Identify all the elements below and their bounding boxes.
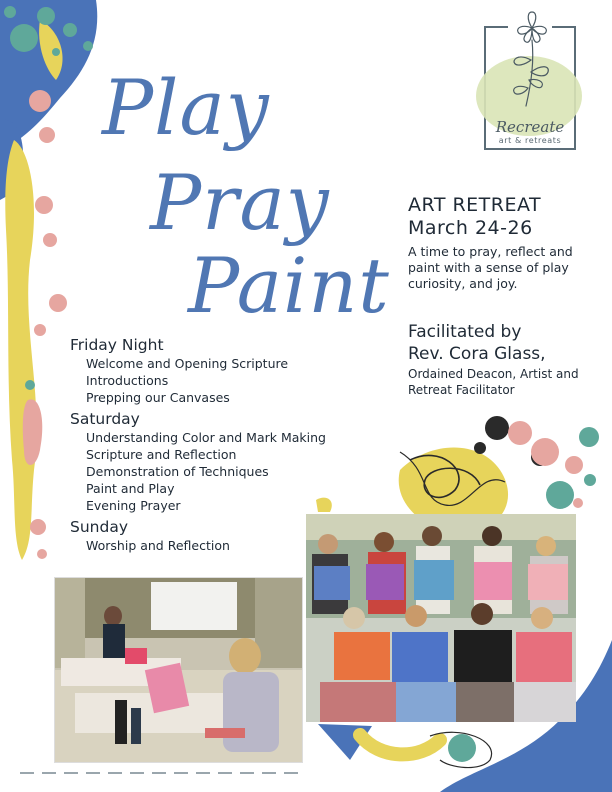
day-name: Sunday [70, 518, 128, 536]
photo-painting-session [54, 577, 303, 763]
day-friday [70, 336, 400, 406]
event-description: A time to pray, reflect and paint with a sense of play curiosity, and joy. [408, 244, 573, 291]
day-saturday [70, 410, 400, 514]
photo-group-canvases [306, 514, 576, 722]
activity-item: Evening Prayer [86, 498, 181, 513]
photo-group-canvases-image [306, 514, 576, 722]
logo-tagline: art & retreats [498, 136, 562, 145]
facilitated-label: Facilitated by [408, 322, 522, 342]
title-paint: Paint [188, 241, 390, 330]
facilitator-name: Rev. Cora Glass, [408, 344, 546, 364]
activity-item: Worship and Reflection [86, 538, 230, 553]
activity-list [70, 355, 400, 406]
title-pray: Pray [150, 158, 330, 247]
recreate-logo [484, 26, 576, 150]
day-name: Saturday [70, 410, 140, 428]
day-name: Friday Night [70, 336, 164, 354]
activity-item: Prepping our Canvases [86, 390, 230, 405]
event-type: ART RETREAT [408, 194, 542, 216]
activity-item: Scripture and Reflection [86, 447, 237, 462]
activity-item: Welcome and Opening Scripture [86, 356, 289, 371]
activity-item: Demonstration of Techniques [86, 464, 269, 479]
flower-icon [502, 10, 562, 110]
logo-name: Recreate [495, 118, 565, 136]
activity-item: Understanding Color and Mark Making [86, 430, 326, 445]
photo-painting-session-image [55, 578, 302, 762]
activity-list [70, 429, 400, 514]
event-dates: March 24-26 [408, 217, 533, 239]
activity-item: Paint and Play [86, 481, 175, 496]
activity-item: Introductions [86, 373, 169, 388]
facilitator-role: Ordained Deacon, Artist and Retreat Facilitator [408, 367, 579, 397]
title-play: Play [102, 63, 270, 152]
